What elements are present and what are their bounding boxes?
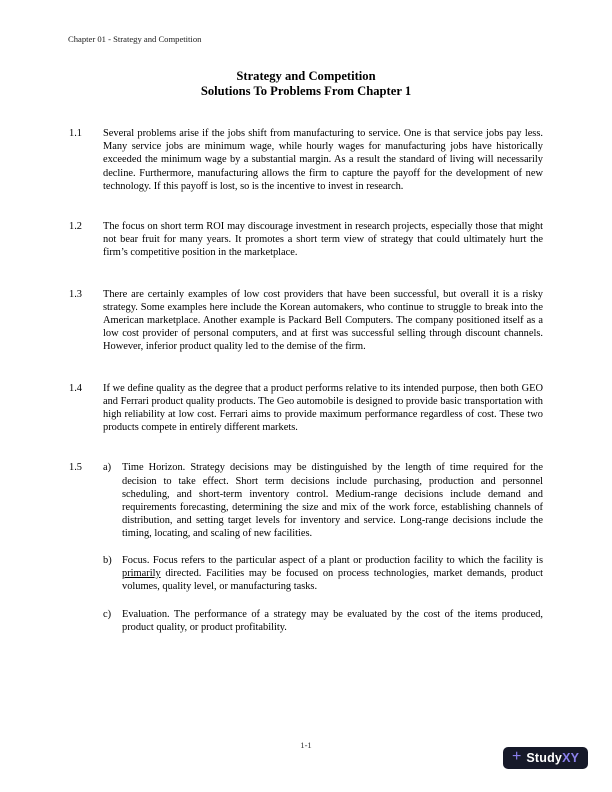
running-header: Chapter 01 - Strategy and Competition: [68, 34, 202, 44]
problem-number: 1.1: [69, 128, 82, 139]
sub-item-text: [122, 554, 543, 594]
sub-item-letter: b): [103, 554, 112, 566]
brand-name-accent: XY: [562, 751, 580, 765]
sub-item-c: [103, 608, 543, 634]
sub-item-letter: c): [103, 609, 112, 621]
sub-item-text-after: directed. Facilities may be focused on process technologies, market demands, product volumes, quality level, or manufacturing tasks.: [122, 567, 543, 593]
solutions-content: [69, 127, 543, 635]
problem-number: 1.3: [69, 288, 82, 300]
document-title: [0, 69, 612, 99]
problem-text: If we define quality as the degree that a product performs relative to its intended purpose, then both GEO and Ferrari product quality products. The Geo automobile is designed to provide basic transportation with high reliability at low cost. Ferrari aims to provide maximum performance regardless of cost. These two products compete in entirely different markets.: [103, 382, 543, 434]
studyxy-logo-badge[interactable]: [503, 747, 588, 769]
sub-item-b: [103, 554, 543, 594]
sub-item-a: [103, 461, 543, 540]
problem-text: Several problems arise if the jobs shift from manufacturing to service. One is that service jobs pay less. Many service jobs are minimum wage, while hourly wages for manufacturing jobs have historically exceeded the minimum wage by a substantial margin. As a result the standard of living will necessarily decline. Furthermore, manufacturing allows the firm to capture the payoff for the development of new technology. If this payoff is lost, so is the incentive to invest in research.: [103, 128, 543, 192]
problem-number: 1.2: [69, 221, 82, 233]
problem-item-1-5: [69, 461, 543, 634]
problem-number: 1.4: [69, 382, 82, 394]
plus-icon: +: [512, 748, 522, 765]
sub-item-text-before: Focus. Focus refers to the particular aspect of a plant or production facility to which the facility is: [122, 554, 543, 566]
problem-item-1-2: [69, 220, 543, 260]
page-number: 1-1: [300, 740, 312, 750]
sub-item-text: Time Horizon. Strategy decisions may be distinguished by the length of time required for the decision to take effect. Short term decisions include purchasing, production and personnel scheduling, and short-term inventory control. Medium-range decisions include demand and requirements forecasting, determining the size and mix of the work force, establishing channels of distribution, and setting target levels for inventory and service. Long-range decisions include the timing, locating, and scaling of new facilities.: [122, 462, 543, 540]
underlined-word: primarily: [122, 567, 161, 579]
sub-item-list: [103, 461, 543, 634]
sub-item-letter: a): [103, 462, 112, 474]
problem-text: There are certainly examples of low cost providers that have been successful, but overall it is a risky strategy. Some examples here include the Korean automakers, who continue to struggle to break into the American marketplace. Another example is Packard Bell Computers. The company positioned itself as a low cost provider of personal computers, and at first was successful selling through discount channels. However, inferior product quality led to the demise of the firm.: [103, 288, 543, 353]
title-line-1: Strategy and Competition: [236, 69, 376, 83]
problem-item-1-3: [69, 288, 543, 354]
sub-item-text: Evaluation. The performance of a strategy may be evaluated by the cost of the items produced, product quality, or product profitability.: [122, 609, 543, 634]
problem-item-1-4: [69, 382, 543, 435]
brand-name-primary: Study: [526, 751, 563, 765]
title-line-2: Solutions To Problems From Chapter 1: [200, 84, 412, 98]
problem-item-1-1: [69, 127, 543, 193]
problem-number: 1.5: [69, 462, 82, 474]
problem-text: The focus on short term ROI may discourage investment in research projects, especially those that might not bear fruit for many years. It promotes a short term view of strategy that could ultimately hurt the firm’s competitive position in the marketplace.: [103, 221, 543, 259]
